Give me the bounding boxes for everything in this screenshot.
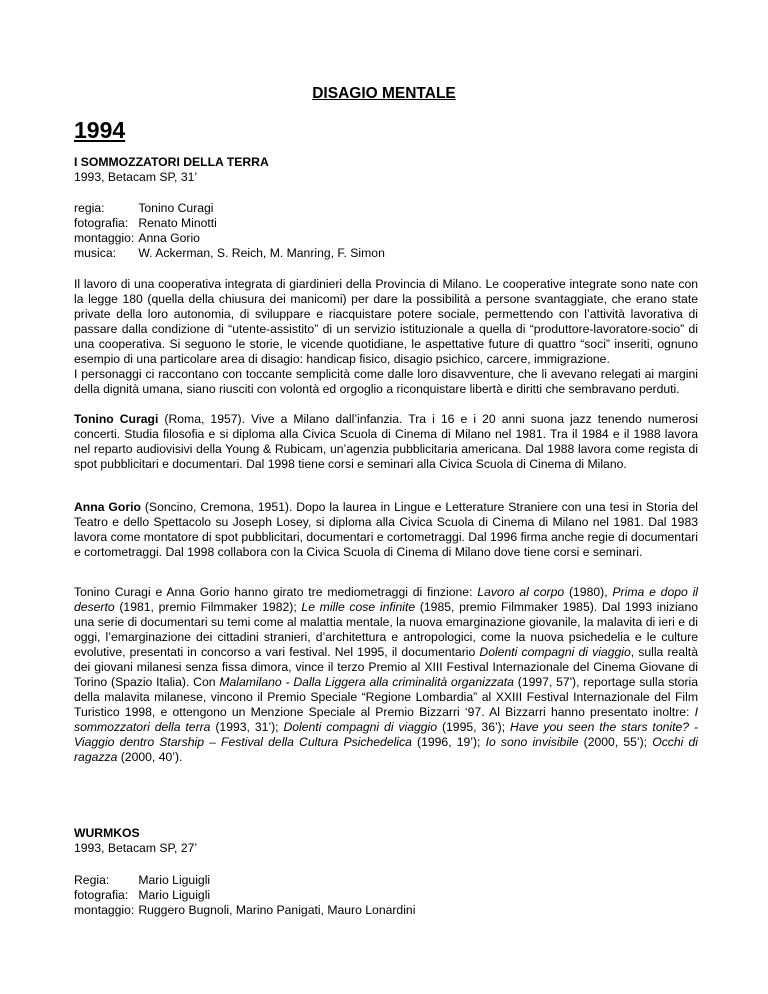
text-run: (1996, 19’);: [411, 735, 486, 749]
film-title: Have you seen the stars tonite? - Viaggio dentro Starship – Festival della Cultura Psichedelica: [74, 720, 698, 749]
credit-name: Mario Liguigli: [138, 873, 211, 887]
credit-name: Tonino Curagi: [138, 201, 214, 215]
bio-text: (Roma, 1957). Vive a Milano dall’infanzia. Tra i 16 e i 20 anni suona jazz tenendo numerosi concerti. Studia filosofia e si diploma alla Civica Scuola di Cinema di Milano nel 1981. Tra il 1984 e il 1988 lavora nel reparto audiovisivi della Young & Rubicam, un’agenzia pubblicitaria americana. Dal 1988 lavora come regista di spot pubblicitari e documentari. Dal 1998 tiene corsi e seminari alla Civica Scuola di Cinema di Milano.: [74, 412, 698, 471]
bio-name: Tonino Curagi: [74, 412, 159, 426]
film1-info: 1993, Betacam SP, 31’: [74, 170, 198, 184]
film1-header: [74, 155, 698, 185]
film-title: Io sono invisibile: [485, 735, 579, 749]
film2-info: 1993, Betacam SP, 27’: [74, 841, 198, 855]
film-title: Prima e dopo il deserto: [74, 585, 699, 614]
bio-text: (Soncino, Cremona, 1951). Dopo la laurea in Lingue e Letterature Straniere con una tesi in Storia del Teatro e dello Spettacolo su Joseph Losey, si diploma alla Civica Scuola di Cinema di Milano nel 1981. Dal 1983 lavora come montatore di spot pubblicitari, documentari e cortometraggi. Dal 1996 firma anche regie di documentari e cortometraggi. Dal 1998 collabora con la Civica Scuola di Cinema di Milano dove tiene corsi e seminari.: [74, 500, 698, 559]
synopsis-paragraph-2: I personaggi ci raccontano con toccante semplicità come dalle loro disavventure, che li avevano relegati ai margini della dignità umana, siano riusciti con volontà ed orgoglio a riconquistare libertà e diritti che sembravano perduti.: [74, 367, 698, 396]
credit-role: regia:: [74, 201, 105, 215]
bio-name: Anna Gorio: [74, 500, 141, 514]
credit-role: fotografia:: [74, 888, 129, 902]
film2-header: [74, 826, 698, 856]
credit-name: Ruggero Bugnoli, Marino Panigati, Mauro Lonardini: [138, 903, 416, 917]
film-title: Dolenti compagni di viaggio: [283, 720, 438, 734]
text-run: (2000, 40’).: [117, 750, 183, 764]
credit-row: [74, 246, 385, 261]
film-title: Malamilano - Dalla Liggera alla criminalità organizzata: [219, 675, 514, 689]
film2-credits: [74, 873, 415, 918]
text-run: Tonino Curagi e Anna Gorio hanno girato tre mediometraggi di finzione:: [74, 585, 478, 599]
text-run: (2000, 55’);: [578, 735, 653, 749]
credit-role: fotografia:: [74, 216, 129, 230]
text-run: (1985, premio Filmmaker 1985). Dal 1993 iniziano una serie di documentari su temi come al malattia mentale, la nuova emarginazione giovanile, la malavita di ieri e di oggi, l’emarginazione dei cittadini stranieri, d’architettura e antropologici, come la nuova psichedelia e le culture evolutive, presentati in concorso a vari festival. Nel 1995, il documentario: [74, 600, 699, 659]
credit-role: montaggio:: [74, 231, 135, 245]
film-title: Le mille cose infinite: [301, 600, 416, 614]
credit-role: montaggio:: [74, 903, 135, 917]
text-run: (1995, 36’);: [437, 720, 511, 734]
credit-row: [74, 873, 415, 888]
credit-name: W. Ackerman, S. Reich, M. Manring, F. Simon: [138, 246, 385, 260]
film-title: Dolenti compagni di viaggio: [479, 645, 631, 659]
film-title: Occhi di ragazza: [74, 735, 698, 764]
credit-row: [74, 888, 415, 903]
film-title: Lavoro al corpo: [477, 585, 565, 599]
credit-row: [74, 201, 385, 216]
credit-name: Anna Gorio: [138, 231, 200, 245]
year-heading: 1994: [74, 117, 126, 143]
credit-row: [74, 903, 415, 918]
text-run: (1997, 57'), reportage sulla storia della malavita milanese, vincono il Premio Speciale “Regione Lombardia” al XXIII Festival Internazionale del Film Turistico 1998, e ottengono un Menzione Speciale al Premio Bizzarri ‘97. Al Bizzarri hanno presentato inoltre:: [74, 675, 698, 719]
bio-tonino-curagi: [74, 412, 698, 472]
film-title: I sommozzatori della terra: [74, 705, 698, 734]
film1-title: I SOMMOZZATORI DELLA TERRA: [74, 155, 269, 169]
credit-row: [74, 231, 385, 246]
text-run: (1993, 31’);: [210, 720, 284, 734]
filmography-paragraph: [74, 585, 698, 765]
film2-title: WURMKOS: [74, 826, 140, 840]
film1-credits: [74, 201, 385, 261]
text-run: , sulla realtà dei giovani milanesi senza fissa dimora, vince il terzo Premio al XIII Festival Internazionale del Cinema Giovane di Torino (Spazio Italia). Con: [74, 645, 698, 689]
credit-name: Mario Liguigli: [138, 888, 211, 902]
credit-role: Regia:: [74, 873, 110, 887]
synopsis-paragraph-1: Il lavoro di una cooperativa integrata di giardinieri della Provincia di Milano. Le cooperative integrate sono nate con la legge 180 (quella della chiusura dei manicomi) per dare la possibilità a persone svantaggiate, che erano state private della loro autonomia, di sviluppare e riacquistare potere sociale, permettendo con l’attività lavorativa di passare dalla condizione di “utente-assistito” di un servizio istituzionale a quella di “produttore-lavoratore-socio” di una cooperativa. Si seguono le storie, le vicende quotidiane, le aspettative future di quattro “soci” inseriti, ognuno esempio di una particolare area di disagio: handicap fisico, disagio psichico, carcere, immigrazione.: [74, 277, 698, 366]
credit-name: Renato Minotti: [138, 216, 217, 230]
document-heading: DISAGIO MENTALE: [312, 85, 456, 102]
film1-synopsis: [74, 277, 698, 397]
bio-anna-gorio: [74, 500, 698, 560]
credit-role: musica:: [74, 246, 116, 260]
credit-row: [74, 216, 385, 231]
text-run: (1980),: [564, 585, 613, 599]
text-run: (1981, premio Filmmaker 1982);: [114, 600, 302, 614]
